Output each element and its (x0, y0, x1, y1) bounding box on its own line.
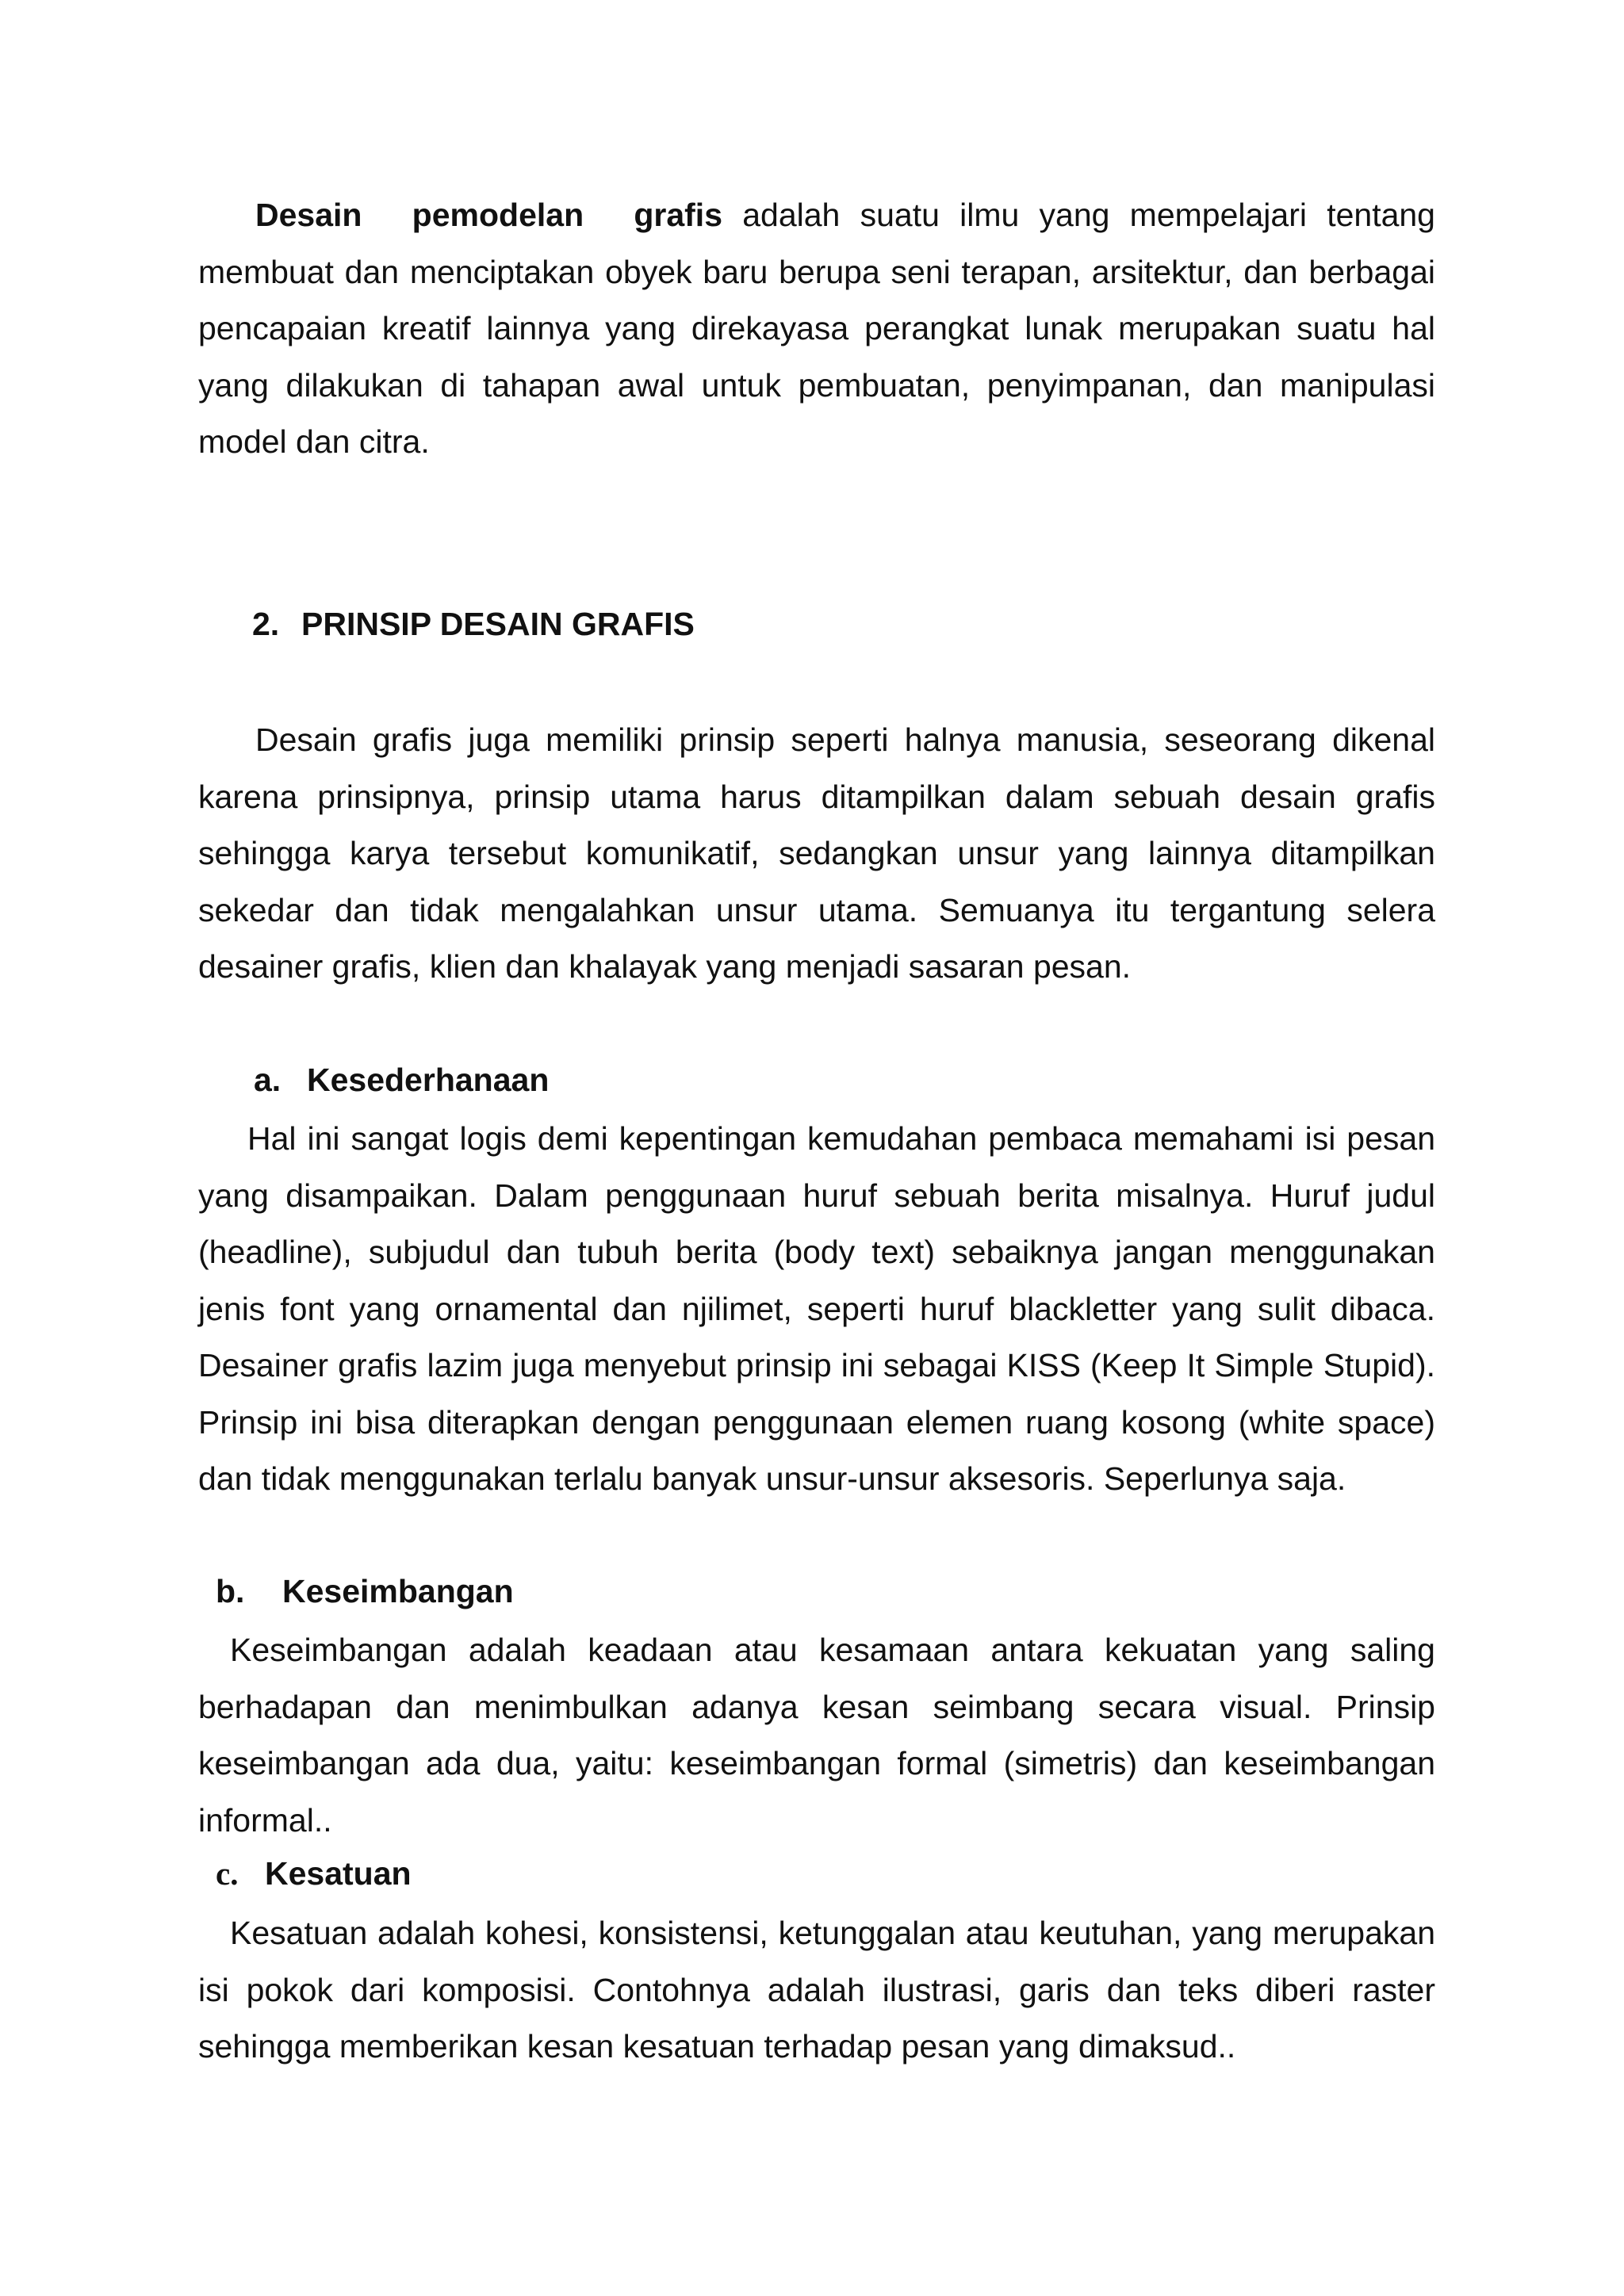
subsection-heading-kesederhanaan (254, 1056, 549, 1104)
subsection-title: Kesederhanaan (307, 1062, 550, 1098)
section-title: PRINSIP DESAIN GRAFIS (301, 606, 695, 642)
subsection-marker: c. (216, 1855, 239, 1892)
subsection-paragraph-keseimbangan: Keseimbangan adalah keadaan atau kesamaan antara kekuatan yang saling berhadapan dan menimbulkan adanya kesan seimbang secara visual. Prinsip keseimbangan ada dua, yaitu: keseimbangan formal (simetris) dan keseimbangan informal.. (198, 1632, 1435, 1839)
subsection-marker: b. (216, 1573, 245, 1609)
section-heading (252, 600, 695, 648)
subsection-paragraph-kesederhanaan: Hal ini sangat logis demi kepentingan kemudahan pembaca memahami isi pesan yang disampaikan. Dalam penggunaan huruf sebuah berita misalnya. Huruf judul (headline), subjudul dan tubuh berita (body text) sebaiknya jangan menggunakan jenis font yang ornamental dan njilimet, seperti huruf blackletter yang sulit dibaca. Desainer grafis lazim juga menyebut prinsip ini sebagai KISS (Keep It Simple Stupid). Prinsip ini bisa diterapkan dengan penggunaan elemen ruang kosong (white space) dan tidak menggunakan terlalu banyak unsur-unsur aksesoris. Seperlunya saja. (198, 1120, 1435, 1497)
section-paragraph: Desain grafis juga memiliki prinsip seperti halnya manusia, seseorang dikenal karena prinsipnya, prinsip utama harus ditampilkan dalam sebuah desain grafis sehingga karya tersebut komunikatif, sedangkan unsur yang lainnya ditampilkan sekedar dan tidak mengalahkan unsur utama. Semuanya itu tergantung selera desainer grafis, klien dan khalayak yang menjadi sasaran pesan. (198, 721, 1435, 985)
intro-bold-term: Desain pemodelan grafis (255, 197, 722, 233)
subsection-marker: a. (254, 1062, 282, 1098)
subsection-title: Keseimbangan (282, 1573, 514, 1609)
subsection-paragraph-kesatuan: Kesatuan adalah kohesi, konsistensi, ketunggalan atau keutuhan, yang merupakan isi pokok dari komposisi. Contohnya adalah ilustrasi, garis dan teks diberi raster sehingga memberikan kesan kesatuan terhadap pesan yang dimaksud.. (198, 1915, 1435, 2064)
intro-paragraph (198, 187, 1435, 471)
subsection-title: Kesatuan (265, 1855, 412, 1892)
section-number: 2. (252, 606, 280, 642)
subsection-heading-kesatuan (216, 1850, 412, 1897)
intro-text: adalah suatu ilmu yang mempelajari tentang membuat dan menciptakan obyek baru berupa seni terapan, arsitektur, dan berbagai pencapaian kreatif lainnya yang direkayasa perangkat lunak merupakan suatu hal yang dilakukan di tahapan awal untuk pembuatan, penyimpanan, dan manipulasi model dan citra. (198, 197, 1435, 460)
subsection-heading-keseimbangan (216, 1567, 514, 1615)
